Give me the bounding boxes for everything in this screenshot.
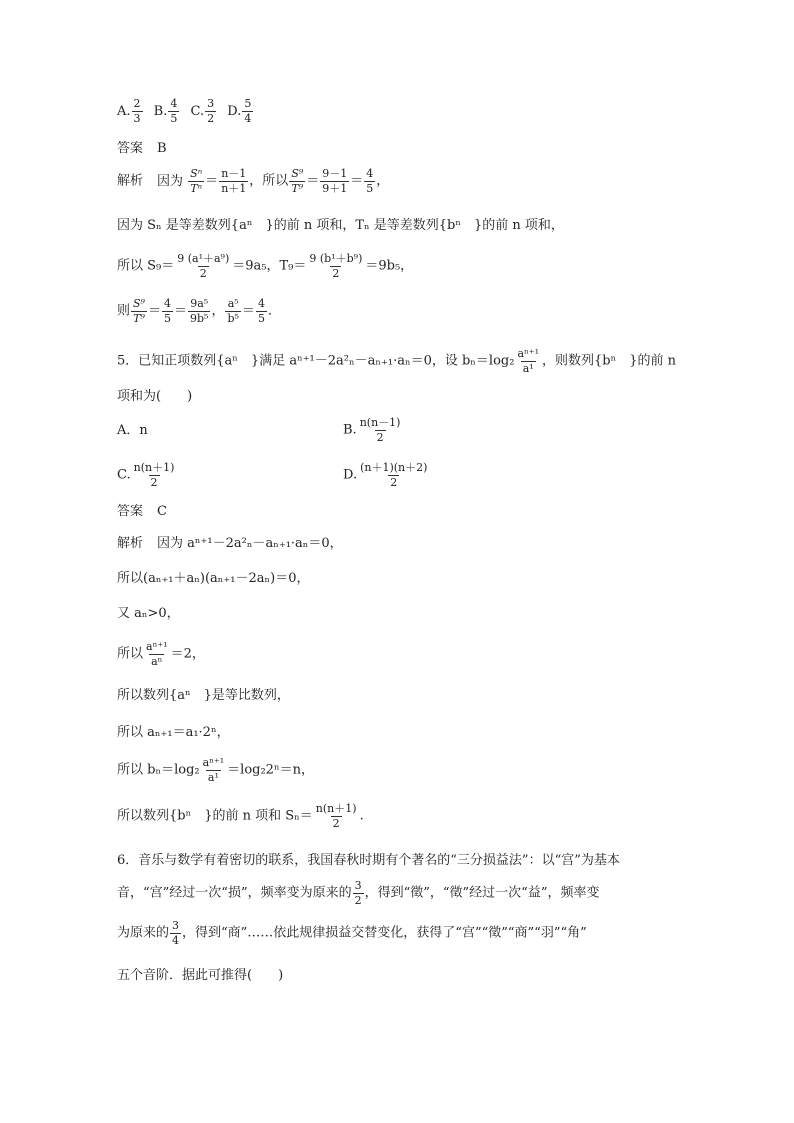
q4-option-c[interactable]: C. $\frac{3}{2}$ — [190, 97, 215, 125]
q4-option-b[interactable]: B. $\frac{4}{5}$ — [153, 97, 178, 125]
q5-option-b[interactable]: B. $\frac{n(n-1)}{2}$ — [343, 416, 401, 444]
q4-analysis-line2: 因为 Sₙ 是等差数列{aⁿ }的前 n 项和，Tₙ 是等差数列{bⁿ }的前 n 项和， — [117, 218, 564, 233]
q5-option-d[interactable]: D. $\frac{(n+1)(n+2)}{2}$ — [343, 461, 428, 489]
q6-stem-line2: 音，“宫”经过一次“损”，频率变为原来的 $\frac{3}{2}$ ，得到“徵”，“徵”经过一次“益”，频率变 — [117, 879, 600, 907]
q4-answer: 答案 B — [117, 141, 167, 156]
q4-analysis-line1: 解析 因为 $\frac{\text{Sⁿ}}{\text{Tⁿ}}$ ＝ $\frac{n-1}{n+1}$ ，所以 $\frac{\text{S⁹}}{\text{T⁹}}$ ＝ $\frac{9-1}{9+1}$ ＝ $\frac{4}{5}$ ， — [117, 167, 390, 195]
q6-stem-line4: 五个音阶．据此可推得( ) — [117, 968, 284, 983]
q5-analysis-line1: 解析 因为 aⁿ⁺¹－2a²ₙ－aₙ₊₁·aₙ＝0， — [117, 536, 343, 551]
q5-analysis-line2: 所以(aₙ₊₁＋aₙ)(aₙ₊₁－2aₙ)＝0， — [117, 571, 310, 586]
q5-stem-line2: 项和为( ) — [117, 389, 193, 404]
q4-option-d[interactable]: D. $\frac{5}{4}$ — [227, 97, 252, 125]
q5-analysis-line5: 所以数列{aⁿ }是等比数列， — [117, 688, 290, 703]
q5-analysis-line4: 所以 $\frac{\text{aⁿ⁺¹}}{\text{aⁿ}}$ ＝2， — [117, 640, 205, 668]
q4-analysis-line4: 则 $\frac{\text{S⁹}}{\text{T⁹}}$ ＝ $\frac{4}{5}$ ＝ $\frac{\text{9a⁵}}{\text{9b⁵}}$ ， $\frac{\text{a⁵}}{\text{b⁵}}$ ＝ $\frac{4}{5}$ ． — [117, 297, 281, 325]
q4-analysis-line3: 所以 S₉＝ $\frac{\text{9 (a¹＋a⁹)}}{2}$ ＝9a₅，T₉＝ $\frac{\text{9 (b¹＋b⁹)}}{2}$ ＝9b₅， — [117, 252, 414, 280]
q5-analysis-line7: 所以 bₙ＝log₂ $\frac{\text{aⁿ⁺¹}}{\text{a¹}}$ ＝log₂2ⁿ＝n， — [117, 756, 314, 784]
q5-analysis-line3: 又 aₙ>0， — [117, 606, 180, 621]
q5-option-c[interactable]: C. $\frac{n(n+1)}{2}$ — [117, 461, 175, 489]
q5-analysis-line8: 所以数列{bⁿ }的前 n 项和 Sₙ＝ $\frac{n(n+1)}{2}$ . — [117, 802, 364, 830]
q5-answer: 答案 C — [117, 504, 167, 519]
q6-stem-line3: 为原来的 $\frac{3}{4}$ ，得到“商”……依此规律损益交替变化，获得了“宫”“徵”“商”“羽”“角” — [117, 919, 587, 947]
q4-option-a[interactable]: A. $\frac{2}{3}$ — [117, 97, 141, 125]
q5-analysis-line6: 所以 aₙ₊₁＝a₁·2ⁿ， — [117, 725, 230, 740]
q5-stem-line1: 5．已知正项数列{aⁿ }满足 aⁿ⁺¹－2a²ₙ－aₙ₊₁·aₙ＝0，设 bₙ＝log₂ $\frac{\text{aⁿ⁺¹}}{\text{a¹}}$ ，则数列{bⁿ }的前 n — [117, 347, 676, 375]
q5-option-a[interactable]: A．n — [117, 423, 148, 438]
q4-options — [117, 98, 254, 124]
q6-stem-line1: 6．音乐与数学有着密切的联系，我国春秋时期有个著名的“三分损益法”：以“宫”为基本 — [117, 853, 620, 868]
